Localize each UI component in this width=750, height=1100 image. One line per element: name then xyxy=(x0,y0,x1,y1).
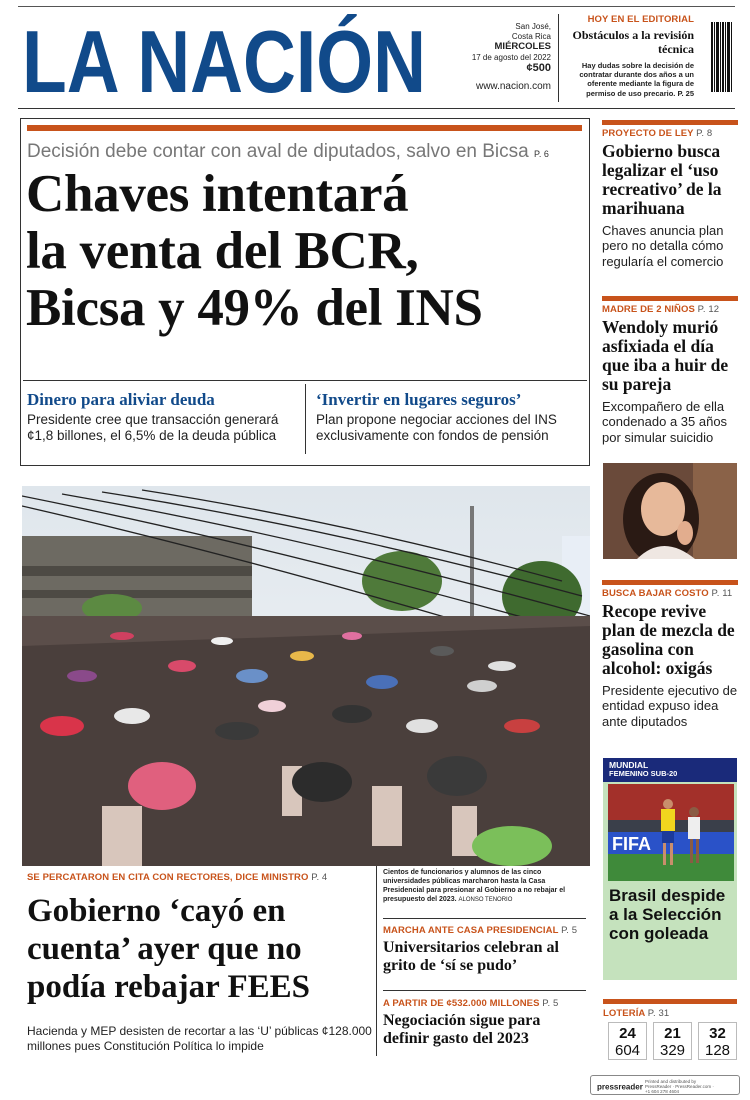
masthead-price: ¢500 xyxy=(526,62,551,75)
soccer-banner-line-2: FEMENINO SUB-20 xyxy=(609,768,678,778)
right-story-1-body: Chaves anuncia plan pero no detalla cómo regularía el comercio xyxy=(602,222,724,269)
small-story-2-kicker: A PARTIR DE ¢532.000 MILLONES xyxy=(383,998,540,1009)
lead-sub-left[interactable] xyxy=(27,390,299,445)
lottery-result-1 xyxy=(608,1022,647,1060)
small-story-1-title: Universitarios celebran al grito de ‘sí se pudo’ xyxy=(383,939,559,975)
masthead-bottom-rule xyxy=(18,108,735,109)
lead-subsection-rule xyxy=(23,380,587,381)
right-story-1-rule xyxy=(602,120,738,125)
lead-subsection-divider xyxy=(305,384,306,454)
lead-sub-left-head: Dinero para aliviar deuda xyxy=(27,390,215,409)
right-story-3[interactable] xyxy=(602,580,738,729)
lead-headline-line-3: Bicsa y 49% del INS xyxy=(26,279,483,338)
small-story-1[interactable] xyxy=(383,925,588,976)
newspaper-logo xyxy=(18,10,432,102)
right-story-2-rule xyxy=(602,296,738,301)
fees-kicker-text: SE PERCATARON EN CITA CON RECTORES, DICE MINISTRO xyxy=(27,872,309,883)
editorial-body: Hay dudas sobre la decisión de contratar durante dos años a un oferente mediante la figura de permiso de uso precario. P. 25 xyxy=(579,60,694,98)
small-story-2[interactable] xyxy=(383,998,588,1049)
lead-orange-rule xyxy=(27,125,582,131)
right-story-1-kicker: PROYECTO DE LEY xyxy=(602,128,694,139)
soccer-photo xyxy=(608,784,734,881)
masthead-country: Costa Rica xyxy=(511,31,551,41)
right-story-2-page: P. 12 xyxy=(697,304,720,315)
lottery-series-3: 128 xyxy=(704,1041,731,1059)
pressreader-logo: pressreader xyxy=(597,1082,643,1092)
lottery-number-1: 24 xyxy=(619,1025,636,1042)
masthead-day: MIÉRCOLES xyxy=(494,41,551,53)
soccer-banner-line-1: MUNDIAL xyxy=(609,760,649,770)
small-story-1-kicker: MARCHA ANTE CASA PRESIDENCIAL xyxy=(383,925,559,936)
masthead-divider xyxy=(558,14,559,102)
lead-deck-page: P. 6 xyxy=(533,149,549,159)
right-story-3-body: Presidente ejecutivo de entidad expuso idea ante diputados xyxy=(602,682,738,729)
lottery-number-3: 32 xyxy=(709,1025,726,1042)
right-story-2-title: Wendoly murió asfixiada el día que iba a huir de su pareja xyxy=(602,317,729,394)
lead-sub-left-body: Presidente cree que transacción generará ¢1,8 billones, el 6,5% de la deuda pública xyxy=(27,412,279,444)
masthead-website[interactable]: www.nacion.com xyxy=(475,81,551,93)
right-story-3-rule xyxy=(602,580,738,585)
small-story-2-title: Negociación sigue para definir gasto del 2023 xyxy=(383,1012,541,1048)
right-story-1[interactable] xyxy=(602,120,738,269)
soccer-photo-board-text: FIFA xyxy=(612,834,651,854)
lottery-series-2: 329 xyxy=(659,1041,686,1059)
lead-headline-line-2: la venta del BCR, xyxy=(26,222,419,281)
right-story-3-page: P. 11 xyxy=(711,588,733,599)
small-story-2-page: P. 5 xyxy=(542,998,559,1009)
pressreader-note: Printed and distributed by PressReader · PressReader.com · +1 604 278 4604 xyxy=(645,1079,714,1094)
lottery-result-3 xyxy=(698,1022,737,1060)
lottery-number-2: 21 xyxy=(664,1025,681,1042)
woman-portrait-photo xyxy=(603,463,737,559)
small-story-1-page: P. 5 xyxy=(561,925,578,936)
lottery-page: P. 31 xyxy=(647,1008,670,1019)
fees-divider xyxy=(376,866,377,1056)
right-story-1-title: Gobierno busca legalizar el ‘uso recreativo’ de la marihuana xyxy=(602,141,722,218)
right-story-1-page: P. 8 xyxy=(696,128,713,139)
right-story-2[interactable] xyxy=(602,296,738,445)
lottery-series-1: 604 xyxy=(614,1041,641,1059)
masthead-city: San José, xyxy=(515,22,551,31)
lottery-result-2 xyxy=(653,1022,692,1060)
masthead-top-rule xyxy=(18,6,735,7)
lead-sub-right-body: Plan propone negociar acciones del INS exclusivamente con fondos de pensión xyxy=(316,412,557,444)
pressreader-badge xyxy=(590,1075,740,1095)
lead-deck xyxy=(27,141,587,163)
protest-march-photo[interactable] xyxy=(22,486,590,866)
soccer-banner xyxy=(603,758,737,782)
editorial-kicker: HOY EN EL EDITORIAL xyxy=(587,14,694,25)
right-story-3-kicker: BUSCA BAJAR COSTO xyxy=(602,588,709,599)
small-story-rule-2 xyxy=(383,990,586,991)
masthead-info xyxy=(440,22,551,93)
lead-headline[interactable] xyxy=(26,166,586,338)
editorial-title: Obstáculos a la revisión técnica xyxy=(572,28,694,56)
editorial-teaser[interactable] xyxy=(566,14,694,98)
lottery-rule xyxy=(603,999,737,1004)
barcode-icon xyxy=(703,16,735,98)
photo-caption-text: Cientos de funcionarios y alumnos de las cinco universidades públicas marcharon hasta la Casa Presidencial para presionar al Gobierno a no rebajar el presupuesto del 2023. xyxy=(383,869,566,904)
small-story-rule-1 xyxy=(383,918,586,919)
lead-deck-text: Decisión debe contar con aval de diputados, salvo en Bicsa xyxy=(27,141,529,162)
masthead-date: 17 de agosto del 2022 xyxy=(471,52,551,62)
right-story-2-kicker: MADRE DE 2 NIÑOS xyxy=(602,304,695,315)
fees-body: Hacienda y MEP desisten de recortar a las ‘U’ públicas ¢128.000 millones pues Constitución Política lo impide xyxy=(27,1024,372,1054)
fees-page: P. 4 xyxy=(311,872,328,883)
photo-caption xyxy=(383,868,588,905)
lead-sub-right[interactable] xyxy=(316,390,588,445)
lottery-label[interactable] xyxy=(603,1008,669,1019)
soccer-title: Brasil despide a la Selección con goleada xyxy=(609,886,726,944)
photo-credit: ALONSO TENORIO xyxy=(458,897,513,904)
fees-kicker xyxy=(27,872,377,883)
right-story-2-body: Excompañero de ella condenado a 35 años por simular suicidio xyxy=(602,398,728,445)
lottery-label-text: LOTERÍA xyxy=(603,1008,646,1019)
right-story-3-title: Recope revive plan de mezcla de gasolina con alcohol: oxigás xyxy=(602,601,735,678)
lead-sub-right-head: ‘Invertir en lugares seguros’ xyxy=(316,390,522,409)
logo-text: LA NACIÓN xyxy=(22,12,426,102)
lead-headline-line-1: Chaves intentará xyxy=(26,165,409,223)
fees-headline[interactable]: Gobierno ‘cayó en cuenta’ ayer que no podía rebajar FEES xyxy=(27,893,310,1005)
